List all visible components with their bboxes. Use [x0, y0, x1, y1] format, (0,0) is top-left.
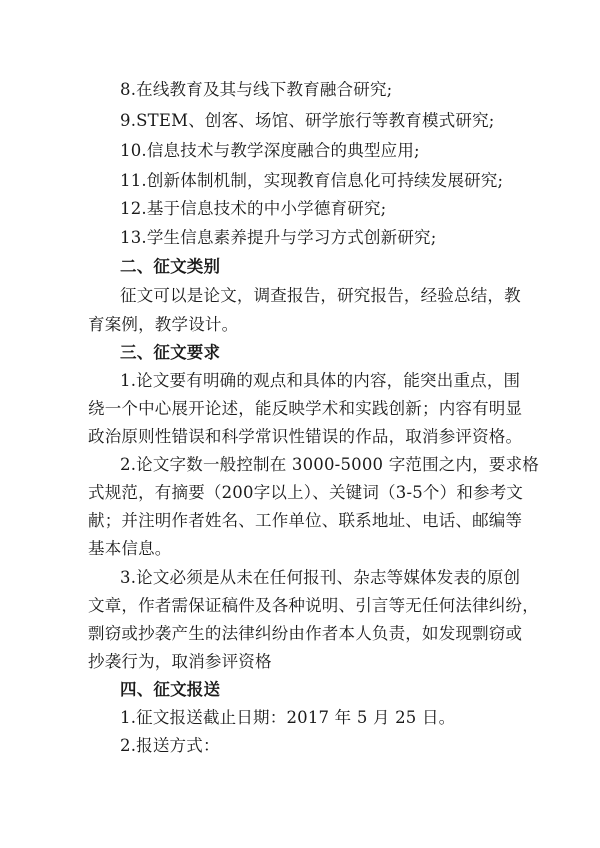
list-item-10: 10.信息技术与教学深度融合的典型应用; [120, 141, 420, 160]
section-2-line: 育案例，教学设计。 [88, 315, 239, 334]
list-item-8: 8.在线教育及其与线下教育融合研究; [120, 80, 393, 99]
section-3-para3-line: 剽窃或抄袭产生的法律纠纷由作者本人负责，如发现剽窃或 [88, 624, 523, 643]
list-item-9: 9.STEM、创客、场馆、研学旅行等教育模式研究; [120, 111, 495, 130]
list-item-13: 13.学生信息素养提升与学习方式创新研究; [120, 228, 437, 247]
section-3-para2-line: 2.论文字数一般控制在 3000-5000 字范围之内，要求格 [120, 455, 539, 474]
list-item-12: 12.基于信息技术的中小学德育研究; [120, 199, 387, 218]
section-3-para1-line: 政治原则性错误和科学常识性错误的作品，取消参评资格。 [88, 427, 523, 446]
section-3-para3-line: 3.论文必须是从未在任何报刊、杂志等媒体发表的原创 [120, 568, 521, 587]
section-2-title: 二、征文类别 [120, 257, 221, 276]
section-3-para3-line: 文章，作者需保证稿件及各种说明、引言等无任何法律纠纷， [88, 596, 539, 615]
section-3-para3-line: 抄袭行为，取消参评资格 [88, 652, 272, 671]
section-3-para1-line: 绕一个中心展开论述，能反映学术和实践创新；内容有明显 [88, 399, 523, 418]
section-4-item-2: 2.报送方式： [120, 736, 220, 755]
section-3-para2-line: 基本信息。 [88, 539, 172, 558]
section-4-item-1: 1.征文报送截止日期：2017 年 5 月 25 日。 [120, 708, 456, 727]
section-2-line: 征文可以是论文，调查报告，研究报告，经验总结，教 [120, 286, 521, 305]
section-3-title: 三、征文要求 [120, 343, 221, 362]
section-4-title: 四、征文报送 [120, 680, 221, 699]
list-item-11: 11.创新体制机制，实现教育信息化可持续发展研究; [120, 171, 504, 190]
section-3-para2-line: 式规范，有摘要（200字以上）、关键词（3-5个）和参考文 [88, 483, 524, 502]
section-3-para2-line: 献；并注明作者姓名、工作单位、联系地址、电话、邮编等 [88, 511, 523, 530]
section-3-para1-line: 1.论文要有明确的观点和具体的内容，能突出重点，围 [120, 371, 521, 390]
